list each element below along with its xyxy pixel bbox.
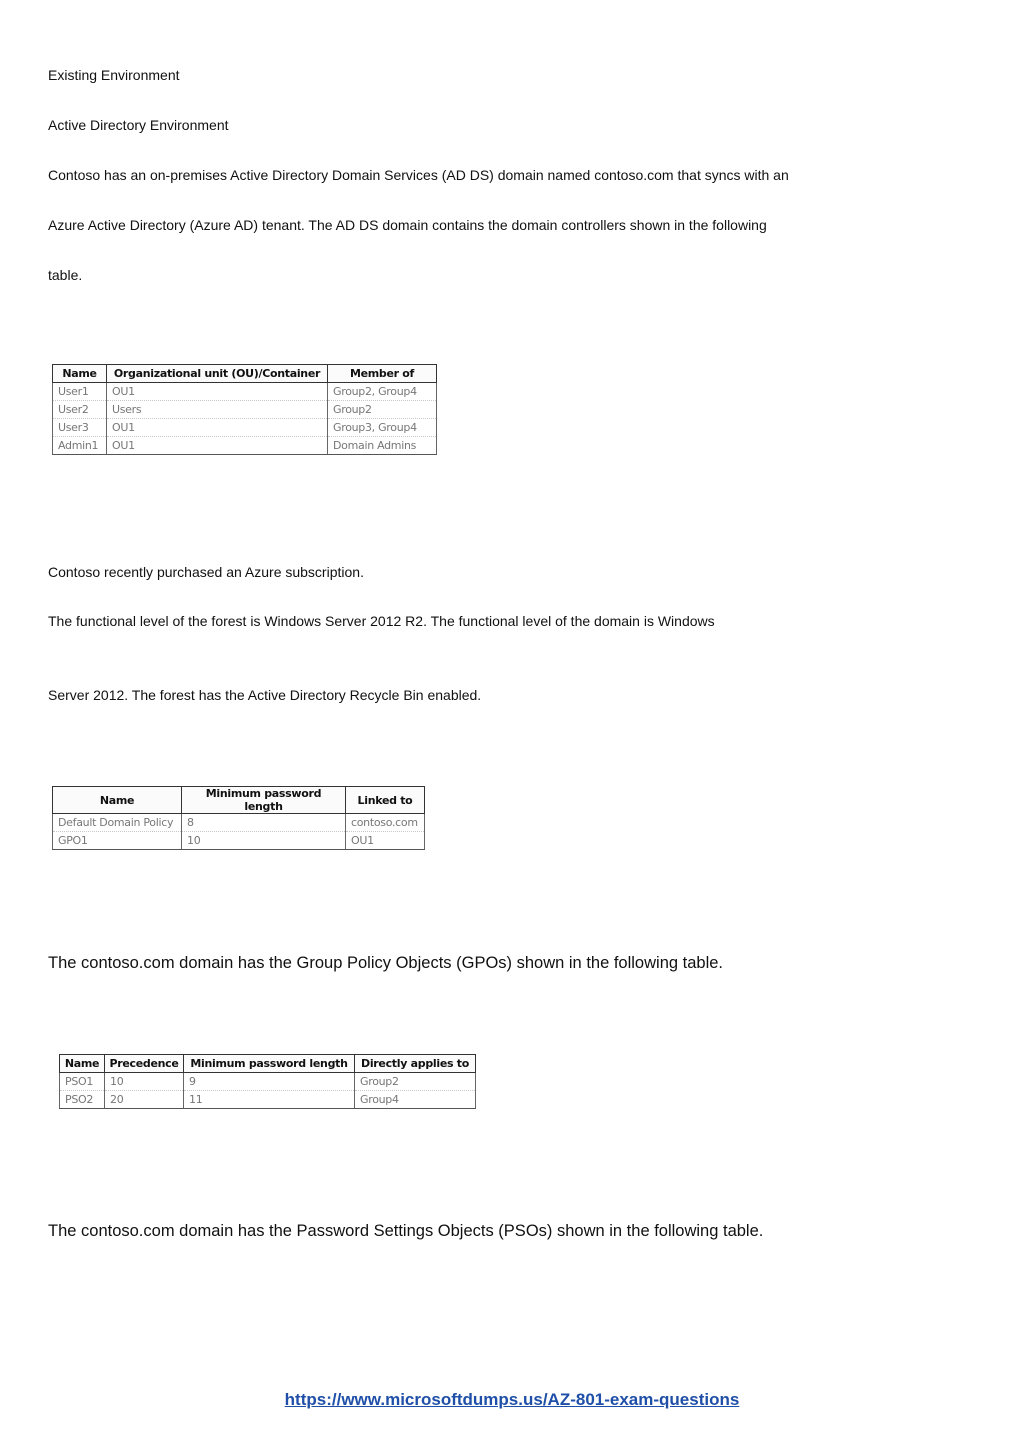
table-row (53, 401, 437, 419)
text-pso-intro: The contoso.com domain has the Password Settings Objects (PSOs) shown in the following table. (48, 1222, 764, 1240)
table-cell: Group3, Group4 (328, 419, 437, 437)
table-row (60, 1091, 476, 1109)
table-header: Linked to (346, 787, 425, 814)
table-cell: Admin1 (53, 437, 107, 455)
table-cell: contoso.com (346, 814, 425, 832)
table-row (53, 383, 437, 401)
table-cell: 11 (184, 1091, 355, 1109)
text-domain-description-3: table. (48, 267, 83, 283)
table-cell: OU1 (107, 383, 328, 401)
text-existing-environment: Existing Environment (48, 67, 180, 83)
table-cell: OU1 (346, 832, 425, 850)
table-row (53, 419, 437, 437)
table-cell: User2 (53, 401, 107, 419)
table-cell: Users (107, 401, 328, 419)
users-table (52, 364, 437, 455)
text-azure-subscription: Contoso recently purchased an Azure subscription. (48, 564, 364, 580)
table-cell: Group2 (328, 401, 437, 419)
table-header: Precedence (105, 1055, 184, 1073)
table-header: Directly applies to (355, 1055, 476, 1073)
text-domain-description-2: Azure Active Directory (Azure AD) tenant. The AD DS domain contains the domain controllers shown in the following (48, 217, 767, 233)
table-row (53, 814, 425, 832)
text-active-directory-environment: Active Directory Environment (48, 117, 229, 133)
table-header: Name (53, 787, 182, 814)
footer-link[interactable]: https://www.microsoftdumps.us/AZ-801-exam-questions (284, 1390, 740, 1409)
table-row (53, 437, 437, 455)
table-header: Organizational unit (OU)/Container (107, 365, 328, 383)
pso-table-header-row (60, 1055, 476, 1073)
table-cell: PSO1 (60, 1073, 105, 1091)
text-gpo-intro: The contoso.com domain has the Group Policy Objects (GPOs) shown in the following table. (48, 954, 723, 972)
table-cell: 9 (184, 1073, 355, 1091)
table-row (60, 1073, 476, 1091)
table-row (53, 832, 425, 850)
table-cell: OU1 (107, 437, 328, 455)
users-table-header-row (53, 365, 437, 383)
table-header: Name (60, 1055, 105, 1073)
table-cell: 20 (105, 1091, 184, 1109)
table-cell: Group2, Group4 (328, 383, 437, 401)
table-header: Name (53, 365, 107, 383)
table-cell: User1 (53, 383, 107, 401)
table-cell: Default Domain Policy (53, 814, 182, 832)
text-domain-description-1: Contoso has an on-premises Active Directory Domain Services (AD DS) domain named contoso.com that syncs with an (48, 167, 789, 183)
table-cell: Domain Admins (328, 437, 437, 455)
table-cell: PSO2 (60, 1091, 105, 1109)
gpo-table-header-row (53, 787, 425, 814)
table-cell: GPO1 (53, 832, 182, 850)
table-cell: OU1 (107, 419, 328, 437)
text-functional-level-2: Server 2012. The forest has the Active Directory Recycle Bin enabled. (48, 687, 482, 703)
table-header: Member of (328, 365, 437, 383)
table-header: Minimum password length (184, 1055, 355, 1073)
gpo-table (52, 786, 425, 850)
table-cell: Group4 (355, 1091, 476, 1109)
pso-table (59, 1054, 476, 1109)
table-cell: Group2 (355, 1073, 476, 1091)
table-header: Minimum password length (182, 787, 346, 814)
table-cell: 10 (182, 832, 346, 850)
table-cell: User3 (53, 419, 107, 437)
table-cell: 8 (182, 814, 346, 832)
table-cell: 10 (105, 1073, 184, 1091)
text-functional-level-1: The functional level of the forest is Windows Server 2012 R2. The functional level of the domain is Windows (48, 613, 715, 629)
